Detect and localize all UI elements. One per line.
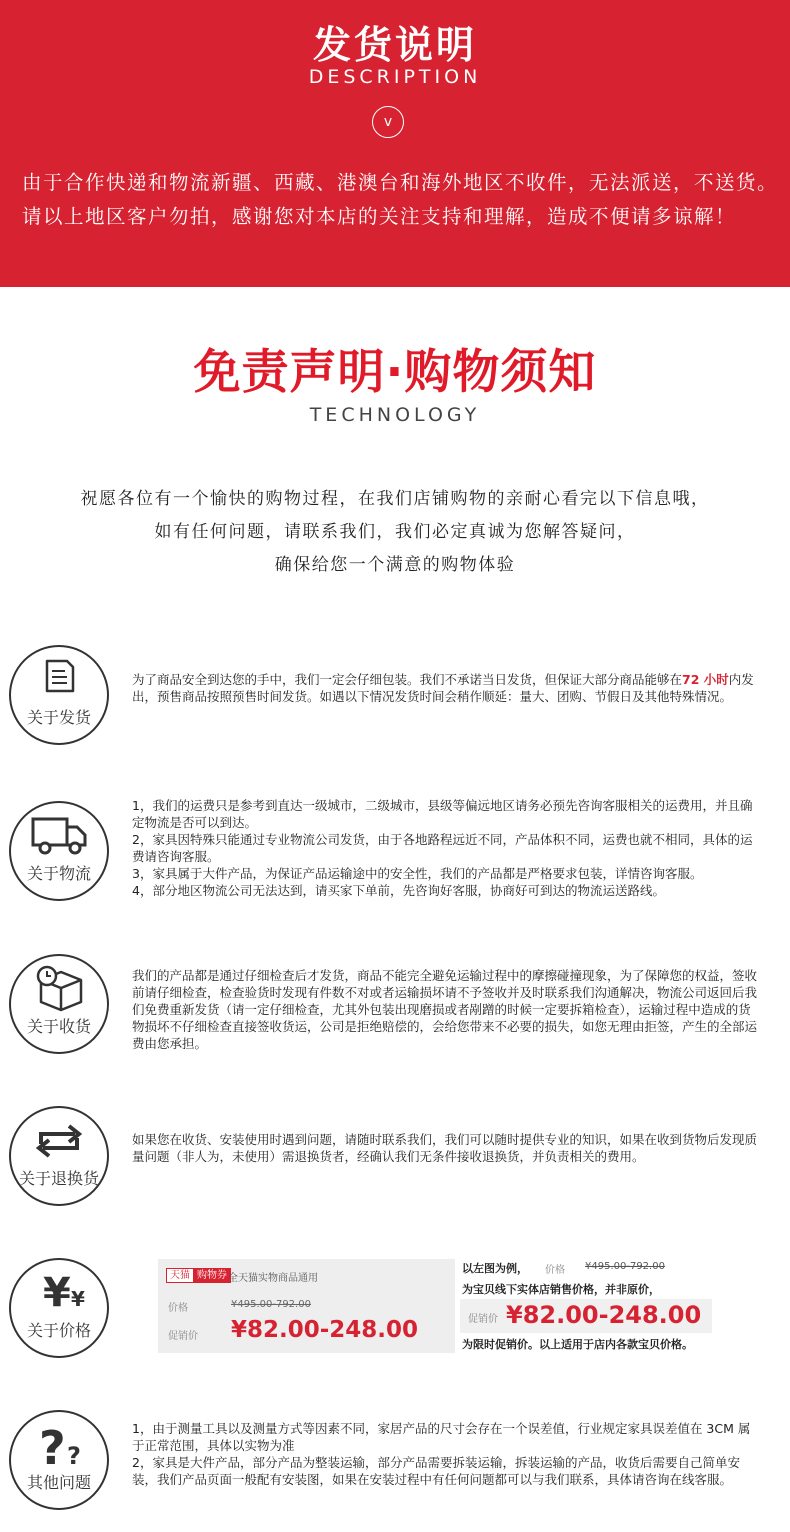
other-label: 其他问题 [26,1473,91,1492]
price-note-example: 以左图为例， [462,1262,528,1275]
intro-line: 确保给您一个满意的购物体验 [274,555,516,575]
promo-price: ¥82.00-248.00 [231,1317,419,1343]
chevron-down-icon: v [372,106,404,138]
svg-text:?: ? [39,1421,66,1475]
svg-text:¥: ¥ [43,1270,71,1316]
svg-text:?: ? [67,1442,81,1470]
logistics-item: 4，部分地区物流公司无法达到，请买家下单前，先咨询好客服，协商好可到达的物流运送路线。 [132,883,665,898]
original-price: ¥495.00-792.00 [231,1299,311,1310]
yen-icon [11,1260,107,1356]
coupon-text: 全天猫实物商品通用 [228,1273,318,1284]
exchange-text: 如果您在收货、安装使用时遇到问题，请随时联系我们，我们可以随时提供专业的知识，如果在收到货物后发现质量问题（非人为，未使用）需退换货者，经确认我们无条件接收退换货，并负责相关的费用。 [132,1132,758,1164]
shipping-subtitle: DESCRIPTION [308,66,482,88]
logistics-label: 关于物流 [26,864,91,883]
truck-icon [11,803,107,899]
delivery-badge [9,645,109,745]
price-label: 关于价格 [26,1321,91,1340]
price-note-original-text: 为宝贝线下实体店销售价格，并非原价， [462,1283,660,1296]
other-item: 1，由于测量工具以及测量方式等因素不同，家居产品的尺寸会存在一个误差值，行业规定家具误差值在 3CM 属于正常范围，具体以实物为准 [132,1421,751,1453]
svg-text:¥: ¥ [71,1287,85,1311]
receiving-text: 我们的产品都是通过仔细检查后才发货，商品不能完全避免运输过程中的摩擦碰撞现象，为了保障您的权益，签收前请仔细检查，检查验货时发现有件数不对或者运输损坏请不予签收并及时联系我们沟通解决，物流公司返回后我们免费重新发货（请一定仔细检查，尤其外包装出现磨损或者剐蹭的时候一定要拆箱检查），运输过程中造成的货物损坏不仔细检查直接签收货运，公司是拒绝赔偿的，会给您带来不必要的损失，如您无理由拒签，产生的全部运费由您承担。 [132,968,758,1051]
disclaimer-intro [0,483,790,582]
promo-note-label: 促销价 [468,1314,498,1325]
exchange-label: 关于退换货 [18,1169,99,1188]
shipping-title: 发货说明 [312,23,477,67]
question-icon [11,1412,107,1508]
price-note-promo: 为限时促销价。以上适用于店内各款宝贝价格。 [462,1338,693,1351]
package-clock-icon [11,956,107,1052]
shipping-banner [0,0,790,287]
price-example-panel [158,1259,455,1353]
logistics-item: 2，家具因特殊只能通过专业物流公司发货，由于各地路程远近不同，产品体积不同，运费也就不相同，具体的运费请咨询客服。 [132,832,753,864]
logistics-item: 1，我们的运费只是参考到直达一级城市，二级城市，县级等偏远地区请务必预先咨询客服相关的运费用，并且确定物流是否可以到达。 [132,798,753,830]
other-text [132,1420,760,1488]
logistics-item: 3，家具属于大件产品，为保证产品运输途中的安全性，我们的产品都是严格要求包装，详情咨询客服。 [132,866,703,881]
price-field-label: 价格 [168,1303,188,1314]
logistics-badge [9,801,109,901]
other-badge [9,1410,109,1510]
other-item: 2，家具是大件产品，部分产品为整装运输，部分产品需要拆装运输，拆装运输的产品，收货后需要自己简单安装，我们产品页面一般配有安装图，如果在安装过程中有任何问题都可以与我们联系，具体请咨询在线客服。 [132,1455,740,1487]
document-icon [11,647,107,743]
price-note-original: ¥495.00-792.00 [585,1261,665,1272]
price-badge [9,1258,109,1358]
disclaimer-title: 免责声明·购物须知 [193,345,597,400]
disclaimer-subtitle: TECHNOLOGY [309,404,481,426]
promo-price-highlight [460,1299,712,1333]
shipping-text: 由于合作快递和物流新疆、西藏、港澳台和海外地区不收件，无法派送，不送货。请以上地区客户勿拍，感谢您对本店的关注支持和理解，造成不便请多谅解！ [22,171,779,228]
receiving-label: 关于收货 [26,1017,91,1036]
promo-field-label: 促销价 [168,1331,198,1342]
coupon-tag: 购物券 [193,1268,231,1283]
intro-line: 如有任何问题，请联系我们，我们必定真诚为您解答疑问， [154,522,636,542]
exchange-badge [9,1106,109,1206]
tmall-tag: 天猫 [166,1268,194,1283]
delivery-text-b: 内发出，预售商品按照预售时间发货。如遇以下情况发货时间会稍作顺延：量大、团购、节假日及其他特殊情况。 [132,672,754,704]
exchange-arrows-icon [11,1108,107,1204]
delivery-label: 关于发货 [26,708,91,727]
receiving-badge [9,954,109,1054]
delivery-text-a: 为了商品安全到达您的手中，我们一定会仔细包装。我们不承诺当日发货，但保证大部分商品能够在 [132,672,683,687]
delivery-highlight: 72 小时 [682,672,729,687]
promo-note-price: ¥82.00-248.00 [506,1301,702,1329]
logistics-text [132,797,760,899]
price-note-label: 价格 [545,1265,565,1276]
intro-line: 祝愿各位有一个愉快的购物过程，在我们店铺购物的亲耐心看完以下信息哦， [80,489,710,509]
delivery-text [132,671,760,705]
